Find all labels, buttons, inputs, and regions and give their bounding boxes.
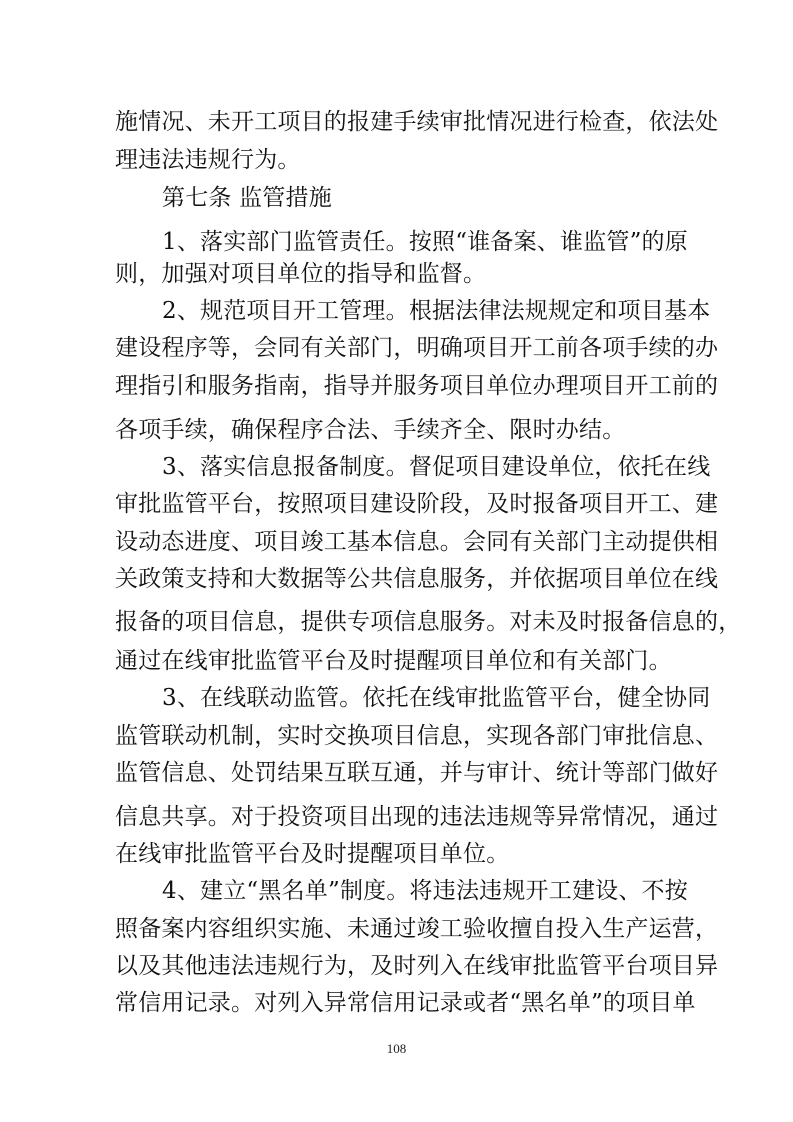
page-number: 108 <box>386 1041 407 1056</box>
text-line: 在线审批监管平台及时提醒项目单位。 <box>115 841 510 867</box>
text-line: 施情况、未开工项目的报建手续审批情况进行检查，依法处 <box>115 109 719 135</box>
text-line: 建设程序等，会同有关部门，明确项目开工前各项手续的办 <box>115 335 719 361</box>
text-line: 通过在线审批监管平台及时提醒项目单位和有关部门。 <box>115 648 672 674</box>
text-line: 1、落实部门监管责任。按照“谁备案、谁监管”的原 <box>162 229 688 255</box>
text-line: 监管信息、处罚结果互联互通，并与审计、统计等部门做好 <box>115 760 719 786</box>
text-line: 设动态进度、项目竣工基本信息。会同有关部门主动提供相 <box>115 529 719 555</box>
text-line: 理指引和服务指南，指导并服务项目单位办理项目开工前的 <box>115 373 719 399</box>
text-line: 照备案内容组织实施、未通过竣工验收擅自投入生产运营， <box>115 916 719 942</box>
text-line: 各项手续，确保程序合法、手续齐全、限时办结。 <box>115 417 626 443</box>
text-line: 以及其他违法违规行为，及时列入在线审批监管平台项目异 <box>115 953 719 979</box>
text-line: 4、建立“黑名单”制度。将违法违规开工建设、不按 <box>162 878 688 904</box>
text-line: 审批监管平台，按照项目建设阶段，及时报备项目开工、建 <box>115 491 719 517</box>
text-line: 则，加强对项目单位的指导和监督。 <box>115 261 487 287</box>
text-line: 报备的项目信息，提供专项信息服务。对未及时报备信息的， <box>115 609 742 635</box>
text-line: 监管联动机制，实时交换项目信息，实现各部门审批信息、 <box>115 723 719 749</box>
section-heading: 第七条 监管措施 <box>162 185 332 211</box>
text-line: 2、规范项目开工管理。根据法律法规规定和项目基本 <box>162 298 711 324</box>
text-line: 关政策支持和大数据等公共信息服务，并依据项目单位在线 <box>115 566 719 592</box>
text-line: 理违法违规行为。 <box>115 147 301 173</box>
text-line: 常信用记录。对列入异常信用记录或者“黑名单”的项目单 <box>115 990 696 1016</box>
text-line: 信息共享。对于投资项目出现的违法违规等异常情况，通过 <box>115 804 719 830</box>
text-line: 3、落实信息报备制度。督促项目建设单位，依托在线 <box>162 454 711 480</box>
text-line: 3、在线联动监管。依托在线审批监管平台，健全协同 <box>162 685 711 711</box>
